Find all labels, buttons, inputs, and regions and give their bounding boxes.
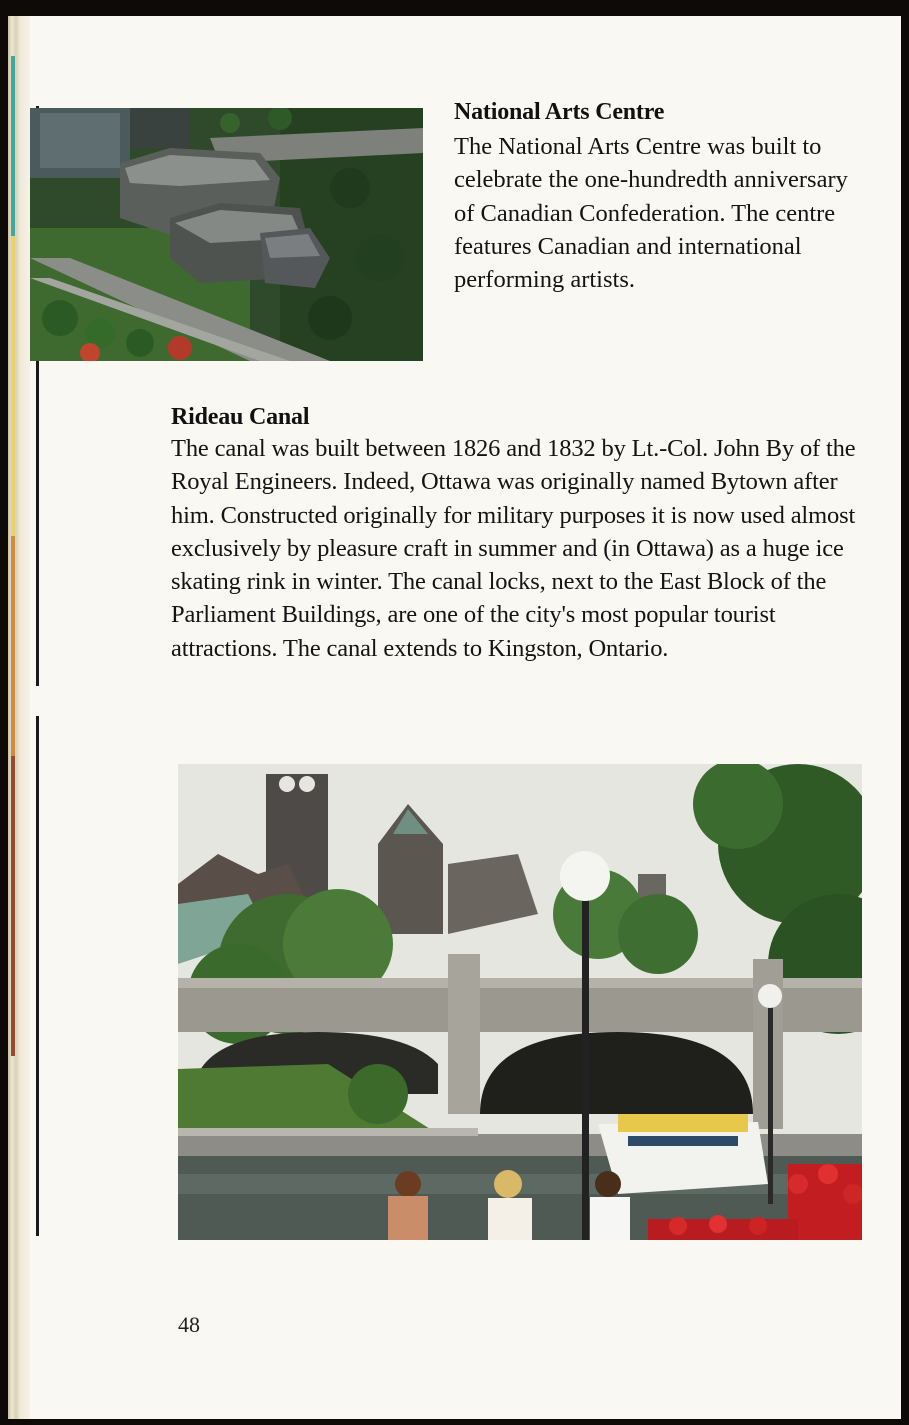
national-arts-centre-heading: National Arts Centre [454,99,665,125]
national-arts-centre-photo [30,108,423,361]
page-edge-orange [11,536,15,756]
page-binding [8,16,30,1419]
page-number: 48 [178,1312,200,1337]
page-edge-teal [11,56,15,236]
book-page [8,16,901,1419]
rideau-canal-text: The canal was built between 1826 and 1832 by Lt.-Col. John By of the Royal Engineers. Indeed, Ottawa was originally named Bytown after him. Constructed originally for military purposes it is now used almost exclusively by pleasure craft in summer and (in Ottawa) as a huge ice skating rink in winter. The canal locks, next to the East Block of the Parliament Buildings, are one of the city's most popular tourist attractions. The canal extends to Kingston, Ontario. [171,435,856,662]
spine-line-lower [36,716,39,1236]
rideau-canal-heading: Rideau Canal [171,404,310,430]
page-edge-yellow [11,236,15,536]
national-arts-centre-text: The National Arts Centre was built to celebrate the one-hundredth anniversary of Canadian Confederation. The centre features Canadian and international performing artists. [454,133,848,294]
rideau-canal-photo [178,764,862,1240]
page-edge-brown [11,756,15,1056]
